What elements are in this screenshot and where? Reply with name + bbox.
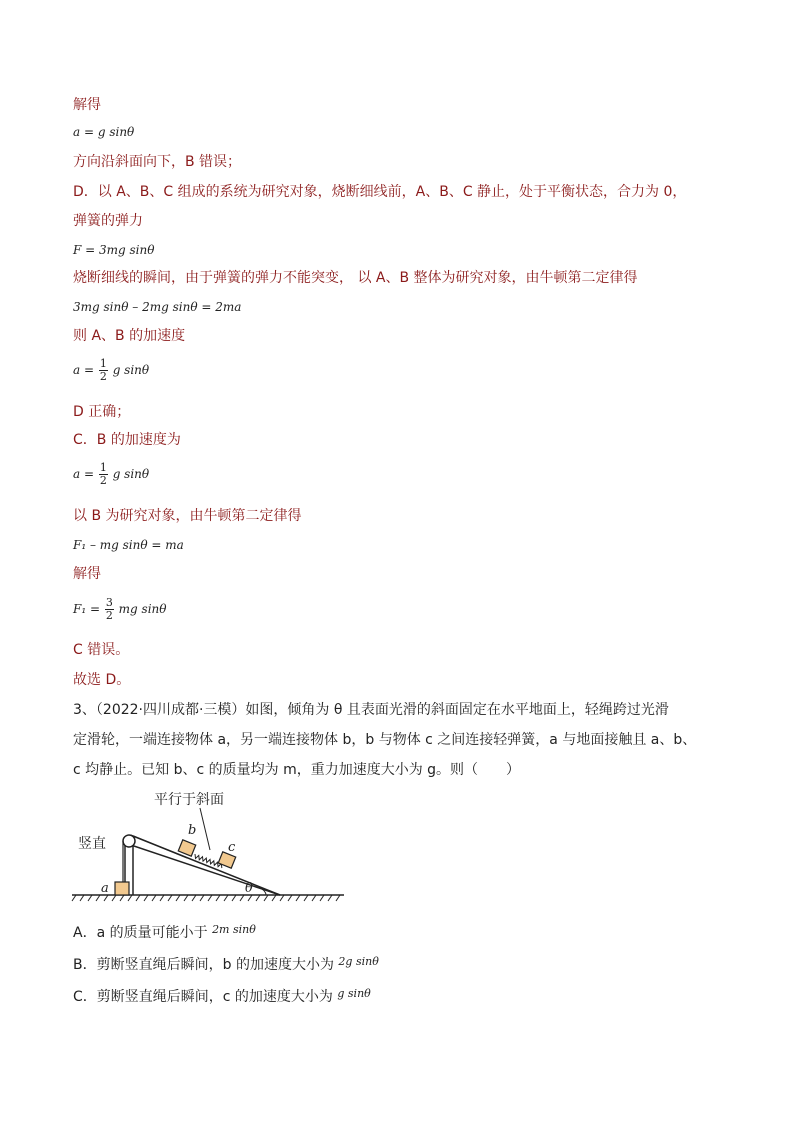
equation-lhs: F₁ =: [73, 602, 101, 616]
fraction-denominator: 2: [105, 609, 113, 622]
equation: a = g sinθ: [73, 125, 135, 139]
block-b: [178, 840, 195, 856]
text-line: D 正确；: [73, 404, 131, 420]
text-line: 解得: [73, 566, 101, 582]
equation: 3mg sinθ – 2mg sinθ = 2ma: [73, 300, 242, 314]
ground-hatch: [72, 895, 340, 901]
fraction: [99, 462, 108, 487]
question-text: c 均静止。已知 b、c 的质量均为 m，重力加速度大小为 g。则（ ）: [73, 762, 521, 778]
label-vertical: 竖直: [78, 836, 106, 852]
option-c: [73, 984, 371, 1007]
label-parallel: 平行于斜面: [154, 792, 224, 808]
text-line: 则 A、B 的加速度: [73, 328, 186, 344]
label-theta: θ: [245, 881, 253, 896]
text-line: D．以 A、B、C 组成的系统为研究对象，烧断细线前，A、B、C 静止，处于平衡状态，合力为 0，: [73, 184, 687, 200]
text-line: 弹簧的弹力: [73, 213, 143, 229]
option-math: 2g sinθ: [338, 955, 379, 968]
pointer-parallel: [200, 808, 210, 850]
label-c: c: [228, 840, 236, 855]
equation: [73, 597, 167, 622]
question-text: 3、（2022·四川成都·三模）如图，倾角为 θ 且表面光滑的斜面固定在水平地面上，轻绳跨过光滑: [73, 702, 669, 718]
option-math: 2m sinθ: [212, 923, 256, 936]
text-line: 以 B 为研究对象，由牛顿第二定律得: [73, 508, 302, 524]
option-text: A．a 的质量可能小于: [73, 925, 208, 941]
equation-lhs: a =: [73, 363, 95, 377]
equation-rhs: mg sinθ: [118, 602, 167, 616]
option-a: [73, 920, 256, 943]
text-line: 故选 D。: [73, 672, 131, 688]
fraction-numerator: 1: [99, 461, 107, 474]
text-line: C．B 的加速度为: [73, 432, 181, 448]
fraction-denominator: 2: [99, 474, 107, 487]
equation: F₁ – mg sinθ = ma: [73, 538, 184, 552]
pulley: [123, 835, 135, 847]
fraction: [105, 597, 114, 622]
equation-rhs: g sinθ: [112, 363, 150, 377]
fraction-numerator: 1: [99, 357, 107, 370]
equation-lhs: a =: [73, 467, 95, 481]
text-line: 解得: [73, 97, 101, 113]
equation: [73, 358, 149, 383]
fraction-denominator: 2: [99, 370, 107, 383]
label-b: b: [188, 823, 197, 838]
incline-figure: [70, 788, 350, 913]
fraction-numerator: 3: [105, 596, 113, 609]
block-a: [115, 882, 129, 895]
text-line: 方向沿斜面向下，B 错误；: [73, 154, 242, 170]
equation-rhs: g sinθ: [112, 467, 150, 481]
question-text: 定滑轮，一端连接物体 a，另一端连接物体 b，b 与物体 c 之间连接轻弹簧，a 与地面接触且 a、b、: [73, 732, 697, 748]
option-text: B．剪断竖直绳后瞬间，b 的加速度大小为: [73, 957, 334, 973]
incline-wedge: [125, 836, 280, 895]
equation: F = 3mg sinθ: [73, 243, 155, 257]
option-text: C．剪断竖直绳后瞬间，c 的加速度大小为: [73, 989, 333, 1005]
option-math: g sinθ: [337, 987, 371, 1000]
text-line: 烧断细线的瞬间，由于弹簧的弹力不能突变， 以 A、B 整体为研究对象，由牛顿第二定律得: [73, 270, 638, 286]
fraction: [99, 358, 108, 383]
label-a: a: [101, 881, 109, 896]
option-b: [73, 952, 379, 975]
equation: [73, 462, 149, 487]
text-line: C 错误。: [73, 642, 130, 658]
